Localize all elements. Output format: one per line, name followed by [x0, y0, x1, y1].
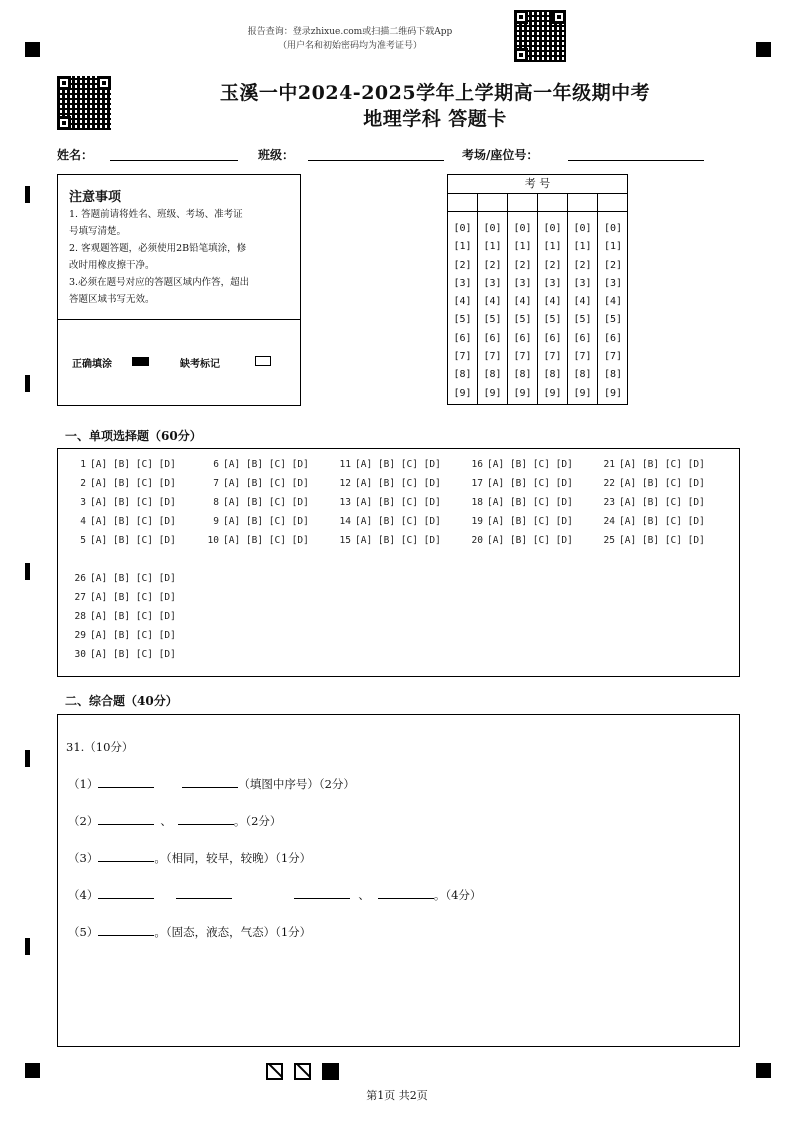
exam-number-bubble[interactable]: [6] [453, 332, 472, 344]
exam-number-bubble[interactable]: [8] [543, 369, 562, 381]
absent-label: 缺考标记 [180, 359, 220, 370]
exam-number-bubble[interactable]: [9] [543, 387, 562, 399]
page-title: 玉溪一中2024-2025学年上学期高一年级期中考 [219, 82, 651, 104]
timing-mark [25, 938, 30, 955]
answer-options[interactable]: [A] [B] [C] [D] [223, 478, 309, 489]
choice-question[interactable] [597, 459, 705, 470]
choice-question[interactable] [201, 478, 309, 489]
exam-number-bubble[interactable]: [4] [543, 296, 562, 308]
page-number: 第1页 共2页 [366, 1089, 428, 1102]
question-number: 21 [603, 459, 615, 470]
exam-number-bubble[interactable]: [0] [543, 223, 562, 234]
exam-number-grid [447, 174, 628, 405]
name-label: 姓名： [57, 148, 94, 162]
answer-blank[interactable] [98, 886, 154, 899]
notes-line: 号填写清楚。 [69, 226, 127, 237]
exam-number-bubble[interactable]: [5] [483, 314, 502, 326]
answer-options[interactable]: [A] [B] [C] [D] [619, 535, 705, 546]
exam-number-column [568, 193, 598, 404]
question-number: 6 [213, 459, 219, 470]
question-number: 19 [471, 516, 483, 527]
question-number: 12 [339, 478, 351, 489]
question-number: 16 [471, 459, 483, 470]
question-number: 22 [603, 478, 615, 489]
section-title: 二、综合题（40分） [65, 694, 178, 708]
exam-number-bubble[interactable]: [0] [573, 223, 592, 234]
question-number: 4 [80, 516, 86, 527]
registration-mark [756, 42, 771, 57]
exam-number-bubble[interactable]: [3] [453, 277, 472, 289]
exam-number-bubble[interactable]: [0] [513, 223, 532, 234]
subquestion-number: （5） [68, 925, 99, 939]
seat-field[interactable] [568, 160, 704, 161]
exam-number-bubble[interactable]: [1] [603, 241, 623, 253]
exam-number-bubble[interactable]: [5] [543, 314, 562, 326]
choice-question[interactable] [68, 630, 176, 641]
answer-options[interactable]: [A] [B] [C] [D] [90, 630, 176, 641]
exam-number-digit-box[interactable] [448, 193, 477, 212]
answer-options[interactable]: [A] [B] [C] [D] [223, 459, 309, 470]
choice-question[interactable] [597, 478, 705, 489]
exam-number-bubble[interactable]: [7] [603, 351, 623, 363]
choice-question[interactable] [68, 573, 176, 584]
exam-number-bubble[interactable]: [9] [603, 387, 623, 399]
question-number: 9 [213, 516, 219, 527]
exam-number-bubble[interactable]: [4] [453, 296, 472, 308]
exam-number-bubble[interactable]: [4] [513, 296, 532, 308]
exam-number-column [448, 193, 478, 404]
choice-question[interactable] [68, 459, 176, 470]
subquestion-note: 。（4分） [433, 888, 482, 902]
question-number: 28 [74, 611, 86, 622]
question-number: 30 [74, 649, 86, 660]
timing-mark [25, 186, 30, 203]
question-number: 23 [603, 497, 615, 508]
timing-mark [25, 563, 30, 580]
answer-options[interactable]: [A] [B] [C] [D] [619, 516, 705, 527]
answer-options[interactable]: [A] [B] [C] [D] [487, 478, 573, 489]
choice-question[interactable] [333, 516, 441, 527]
exam-number-bubble[interactable]: [5] [573, 314, 592, 326]
exam-number-title: 考 号 [448, 175, 627, 194]
exam-number-bubble[interactable]: [8] [573, 369, 592, 381]
choice-question[interactable] [68, 478, 176, 489]
question-number: 20 [471, 535, 483, 546]
exam-number-bubble[interactable]: [6] [513, 332, 532, 344]
exam-number-bubble[interactable]: [2] [513, 259, 532, 271]
exam-number-bubble[interactable]: [3] [573, 277, 592, 289]
choice-question[interactable] [333, 478, 441, 489]
exam-number-bubble[interactable]: [3] [513, 277, 532, 289]
subquestion-note: 。（固态，液态，气态）（1分） [154, 925, 312, 939]
question-number: 8 [213, 497, 219, 508]
exam-number-bubble[interactable]: [6] [573, 332, 592, 344]
notes-line: 改时用橡皮擦干净。 [69, 260, 155, 271]
choice-question[interactable] [465, 497, 573, 508]
exam-number-bubble[interactable]: [5] [513, 314, 532, 326]
exam-number-bubble[interactable]: [1] [513, 241, 532, 253]
exam-number-bubble[interactable]: [7] [513, 351, 532, 363]
name-field[interactable] [110, 160, 238, 161]
answer-options[interactable]: [A] [B] [C] [D] [223, 535, 309, 546]
class-label: 班级： [258, 148, 295, 162]
registration-mark [756, 1063, 771, 1078]
question-number: 15 [339, 535, 351, 546]
answer-blank[interactable] [176, 886, 232, 899]
question-number: 7 [213, 478, 219, 489]
choice-question[interactable] [333, 497, 441, 508]
registration-mark [25, 42, 40, 57]
answer-options[interactable]: [A] [B] [C] [D] [90, 478, 176, 489]
question-number: 25 [603, 535, 615, 546]
seat-label: 考场/座位号： [462, 148, 539, 162]
answer-options[interactable]: [A] [B] [C] [D] [90, 535, 176, 546]
answer-options[interactable]: [A] [B] [C] [D] [487, 516, 573, 527]
exam-number-bubble[interactable]: [7] [453, 351, 472, 363]
registration-mark [25, 1063, 40, 1078]
exam-number-digit-box[interactable] [598, 193, 628, 212]
exam-number-bubble[interactable]: [8] [513, 369, 532, 381]
answer-blank[interactable] [98, 775, 154, 788]
notes-line: 2. 客观题答题，必须使用2B铅笔填涂，修 [69, 243, 247, 254]
answer-blank[interactable] [182, 775, 238, 788]
choice-area [57, 448, 740, 677]
choice-question[interactable] [597, 516, 705, 527]
report-query-note: （用户名和初始密码均为准考证号） [277, 41, 422, 51]
answer-options[interactable]: [A] [B] [C] [D] [487, 459, 573, 470]
page-subtitle: 地理学科 答题卡 [363, 108, 507, 130]
answer-area [57, 714, 740, 1047]
exam-number-bubble[interactable]: [2] [453, 259, 472, 271]
choice-question[interactable] [201, 459, 309, 470]
choice-question[interactable] [68, 516, 176, 527]
choice-question[interactable] [201, 497, 309, 508]
exam-number-bubble[interactable]: [7] [573, 351, 592, 363]
answer-options[interactable]: [A] [B] [C] [D] [619, 497, 705, 508]
exam-number-bubble[interactable]: [2] [483, 259, 502, 271]
exam-number-bubble[interactable]: [5] [453, 314, 472, 326]
timing-mark [25, 375, 30, 392]
exam-number-bubble[interactable]: [1] [573, 241, 592, 253]
answer-options[interactable]: [A] [B] [C] [D] [90, 592, 176, 603]
exam-number-bubble[interactable]: [9] [573, 387, 592, 399]
question-number: 27 [74, 592, 86, 603]
exam-number-bubble[interactable]: [8] [483, 369, 502, 381]
notes-line: 答题区域书写无效。 [69, 294, 155, 305]
choice-question[interactable] [597, 535, 705, 546]
answer-options[interactable]: [A] [B] [C] [D] [355, 497, 441, 508]
choice-question[interactable] [68, 649, 176, 660]
answer-options[interactable]: [A] [B] [C] [D] [355, 478, 441, 489]
choice-question[interactable] [333, 459, 441, 470]
exam-number-bubble[interactable]: [3] [603, 277, 623, 289]
separator: 、 [160, 814, 172, 828]
answer-blank[interactable] [178, 812, 234, 825]
exam-number-bubble[interactable]: [6] [543, 332, 562, 344]
exam-number-column [508, 193, 538, 404]
page-mark-slash [266, 1063, 283, 1080]
exam-number-bubble[interactable]: [1] [453, 241, 472, 253]
correct-fill-sample [132, 357, 149, 366]
question-number: 5 [80, 535, 86, 546]
exam-number-bubble[interactable]: [1] [543, 241, 562, 253]
answer-options[interactable]: [A] [B] [C] [D] [90, 573, 176, 584]
question-number: 10 [207, 535, 219, 546]
answer-options[interactable]: [A] [B] [C] [D] [90, 516, 176, 527]
exam-number-bubble[interactable]: [3] [483, 277, 502, 289]
report-query-line: 报告查询：登录zhixue.com或扫描二维码下载App [247, 27, 453, 37]
answer-blank[interactable] [294, 886, 350, 899]
answer-options[interactable]: [A] [B] [C] [D] [90, 611, 176, 622]
question-number: 14 [339, 516, 351, 527]
question-number: 2 [80, 478, 86, 489]
answer-options[interactable]: [A] [B] [C] [D] [619, 459, 705, 470]
choice-question[interactable] [597, 497, 705, 508]
exam-number-bubble[interactable]: [3] [543, 277, 562, 289]
exam-number-bubble[interactable]: [0] [483, 223, 502, 234]
choice-question[interactable] [68, 611, 176, 622]
timing-mark [25, 750, 30, 767]
question-number: 31.（10分） [66, 740, 134, 754]
question-number: 3 [80, 497, 86, 508]
subquestion-note: 。（2分） [233, 814, 282, 828]
exam-number-column [478, 193, 508, 404]
answer-blank[interactable] [378, 886, 434, 899]
exam-number-bubble[interactable]: [8] [603, 369, 623, 381]
answer-blank[interactable] [98, 849, 154, 862]
choice-question[interactable] [68, 535, 176, 546]
notes-box [57, 174, 301, 406]
subquestion-note: （填图中序号）（2分） [238, 777, 355, 791]
notes-title: 注意事项 [69, 190, 122, 205]
choice-question[interactable] [68, 497, 176, 508]
answer-options[interactable]: [A] [B] [C] [D] [90, 459, 176, 470]
exam-number-column [538, 193, 568, 404]
class-field[interactable] [308, 160, 444, 161]
subquestion-note: 。（相同，较早，较晚）（1分） [154, 851, 312, 865]
exam-number-digit-box[interactable] [538, 193, 567, 212]
choice-question[interactable] [465, 459, 573, 470]
choice-question[interactable] [201, 516, 309, 527]
choice-question[interactable] [465, 516, 573, 527]
exam-number-bubble[interactable]: [7] [543, 351, 562, 363]
subquestion-number: （3） [68, 851, 99, 865]
qr-code [514, 10, 566, 62]
question-number: 26 [74, 573, 86, 584]
answer-options[interactable]: [A] [B] [C] [D] [487, 497, 573, 508]
subquestion-number: （1） [68, 777, 99, 791]
qr-code [57, 76, 111, 130]
question-number: 29 [74, 630, 86, 641]
absent-checkbox[interactable] [255, 356, 271, 366]
exam-number-digit-box[interactable] [508, 193, 537, 212]
exam-number-bubble[interactable]: [0] [603, 223, 623, 234]
question-number: 13 [339, 497, 351, 508]
exam-number-bubble[interactable]: [2] [573, 259, 592, 271]
exam-number-bubble[interactable]: [2] [543, 259, 562, 271]
exam-number-bubble[interactable]: [8] [453, 369, 472, 381]
choice-question[interactable] [465, 535, 573, 546]
choice-question[interactable] [201, 535, 309, 546]
exam-number-column [598, 193, 628, 404]
question-number: 24 [603, 516, 615, 527]
page-mark-slash [294, 1063, 311, 1080]
exam-number-bubble[interactable]: [2] [603, 259, 623, 271]
subquestion-number: （2） [68, 814, 99, 828]
answer-options[interactable]: [A] [B] [C] [D] [355, 535, 441, 546]
notes-line: 1. 答题前请将姓名、班级、考场、准考证 [69, 209, 243, 220]
answer-options[interactable]: [A] [B] [C] [D] [355, 459, 441, 470]
answer-options[interactable]: [A] [B] [C] [D] [619, 478, 705, 489]
exam-number-bubble[interactable]: [9] [483, 387, 502, 399]
notes-line: 3.必须在题号对应的答题区域内作答，超出 [69, 277, 250, 288]
separator: 、 [358, 888, 370, 902]
question-number: 11 [339, 459, 351, 470]
section-title: 一、单项选择题（60分） [65, 429, 202, 443]
choice-question[interactable] [68, 592, 176, 603]
page-mark-filled [322, 1063, 339, 1080]
divider [58, 319, 300, 320]
answer-options[interactable]: [A] [B] [C] [D] [90, 497, 176, 508]
question-number: 17 [471, 478, 483, 489]
answer-options[interactable]: [A] [B] [C] [D] [487, 535, 573, 546]
answer-options[interactable]: [A] [B] [C] [D] [223, 516, 309, 527]
exam-number-bubble[interactable]: [6] [603, 332, 623, 344]
exam-number-bubble[interactable]: [4] [603, 296, 623, 308]
exam-number-digit-box[interactable] [568, 193, 597, 212]
answer-options[interactable]: [A] [B] [C] [D] [355, 516, 441, 527]
choice-question[interactable] [333, 535, 441, 546]
exam-number-bubble[interactable]: [5] [603, 314, 623, 326]
exam-number-bubble[interactable]: [9] [513, 387, 532, 399]
choice-question[interactable] [465, 478, 573, 489]
exam-number-bubble[interactable]: [1] [483, 241, 502, 253]
correct-fill-label: 正确填涂 [72, 359, 112, 370]
answer-options[interactable]: [A] [B] [C] [D] [90, 649, 176, 660]
subquestion-number: （4） [68, 888, 99, 902]
answer-options[interactable]: [A] [B] [C] [D] [223, 497, 309, 508]
question-number: 1 [80, 459, 86, 470]
exam-number-bubble[interactable]: [4] [483, 296, 502, 308]
answer-blank[interactable] [98, 812, 154, 825]
exam-number-bubble[interactable]: [6] [483, 332, 502, 344]
exam-number-bubble[interactable]: [0] [453, 223, 472, 234]
exam-number-bubble[interactable]: [7] [483, 351, 502, 363]
exam-number-bubble[interactable]: [9] [453, 387, 472, 399]
answer-blank[interactable] [98, 923, 154, 936]
question-number: 18 [471, 497, 483, 508]
exam-number-bubble[interactable]: [4] [573, 296, 592, 308]
exam-number-digit-box[interactable] [478, 193, 507, 212]
